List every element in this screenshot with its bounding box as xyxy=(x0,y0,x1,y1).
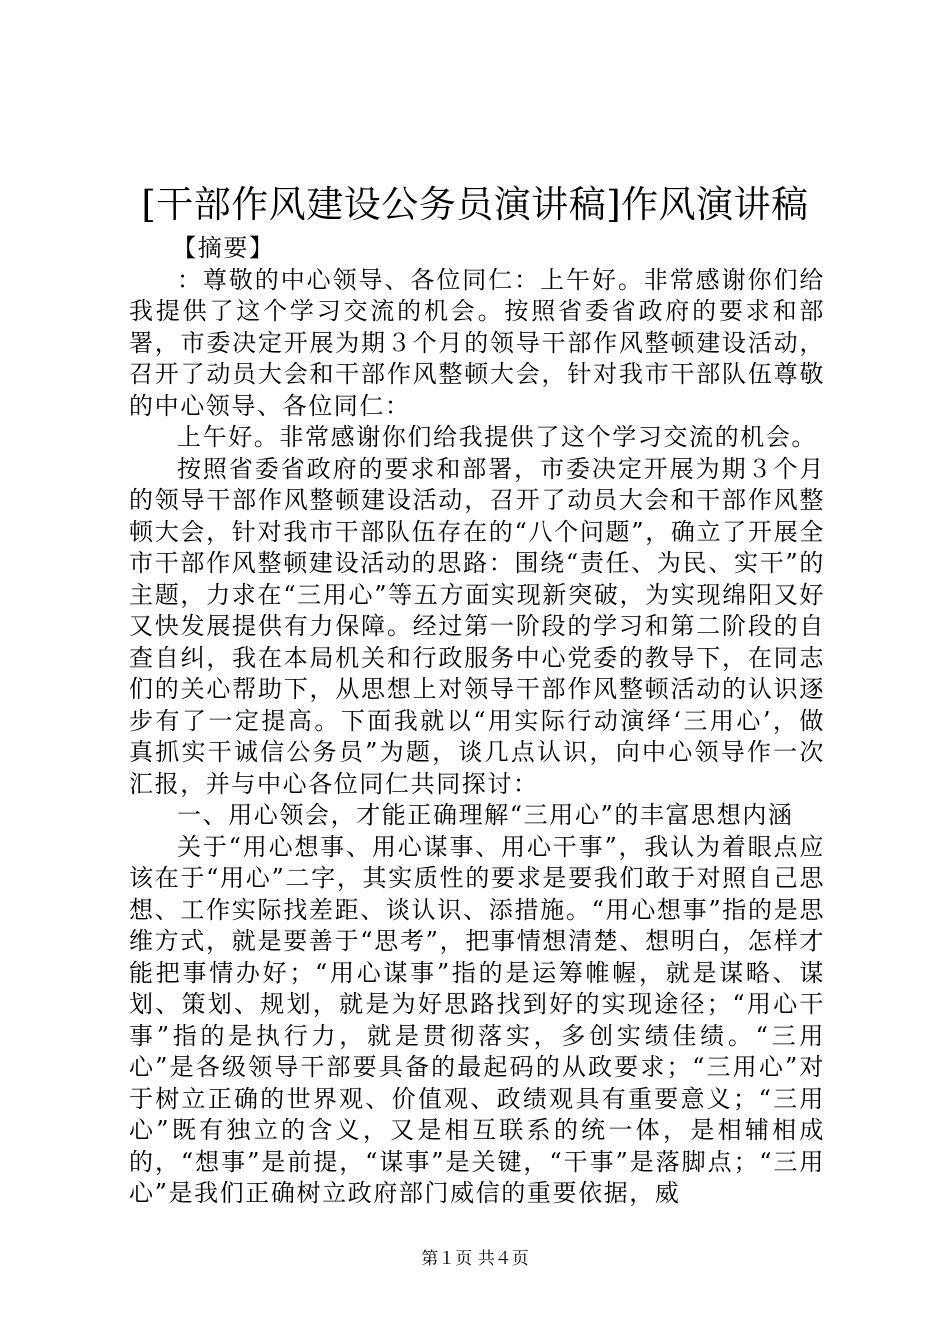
section-heading-1: 一、用心领会，才能正确理解“三用心”的丰富思想内涵 xyxy=(177,801,794,829)
paragraph-three-intentions: 关于“用心想事、用心谋事、用心干事”，我认为着眼点应该在于“用心”二字，其实质性的要求是要我们敢于对照自己思想、工作实际找差距、谈认识、添措施。“用心想事”指的是思维方式，就是要善于“思考”，把事情想清楚、想明白，怎样才能把事情办好；“用心谋事”指的是运筹帷幄，就是谋略、谋划、策划、规划，就是为好思路找到好的实现途径；“用心干事”指的是执行力，就是贯彻落实，多创实绩佳绩。“三用心”是各级领导干部要具备的最起码的从政要求；“三用心”对于树立正确的世界观、价值观、政绩观具有重要意义；“三用心”既有独立的含义，又是相互联系的统一体，是相辅相成的，“想事”是前提，“谋事”是关键，“干事”是落脚点；“三用心”是我们正确树立政府部门威信的重要依据，威 xyxy=(129,832,825,1207)
document-title: [干部作风建设公务员演讲稿]作风演讲稿 xyxy=(141,183,809,226)
paragraph-greeting-summary: ：尊敬的中心领导、各位同仁：上午好。非常感谢你们给我提供了这个学习交流的机会。按照省委省政府的要求和部署，市委决定开展为期３个月的领导干部作风整顿建设活动，召开了动员大会和干部作风整顿大会，针对我市干部队伍尊敬的中心领导、各位同仁： xyxy=(129,265,825,420)
page-footer: 第１页 共４页 xyxy=(421,1249,529,1269)
summary-label: 【摘要】 xyxy=(172,234,275,262)
paragraph-background: 按照省委省政府的要求和部署，市委决定开展为期３个月的领导干部作风整顿建设活动，召开了动员大会和干部作风整顿大会，针对我市干部队伍存在的“八个问题”，确立了开展全市干部作风整顿建设活动的思路：围绕“责任、为民、实干”的主题，力求在“三用心”等五方面实现新突破，为实现绵阳又好又快发展提供有力保障。经过第一阶段的学习和第二阶段的自查自纠，我在本局机关和行政服务中心党委的教导下，在同志们的关心帮助下，从思想上对领导干部作风整顿活动的认识逐步有了一定提高。下面我就以“用实际行动演绎‘三用心’，做真抓实干诚信公务员”为题，谈几点认识，向中心领导作一次汇报，并与中心各位同仁共同探讨： xyxy=(129,454,825,798)
document-body xyxy=(129,233,825,1210)
paragraph-greeting: 上午好。非常感谢你们给我提供了这个学习交流的机会。 xyxy=(177,423,817,451)
